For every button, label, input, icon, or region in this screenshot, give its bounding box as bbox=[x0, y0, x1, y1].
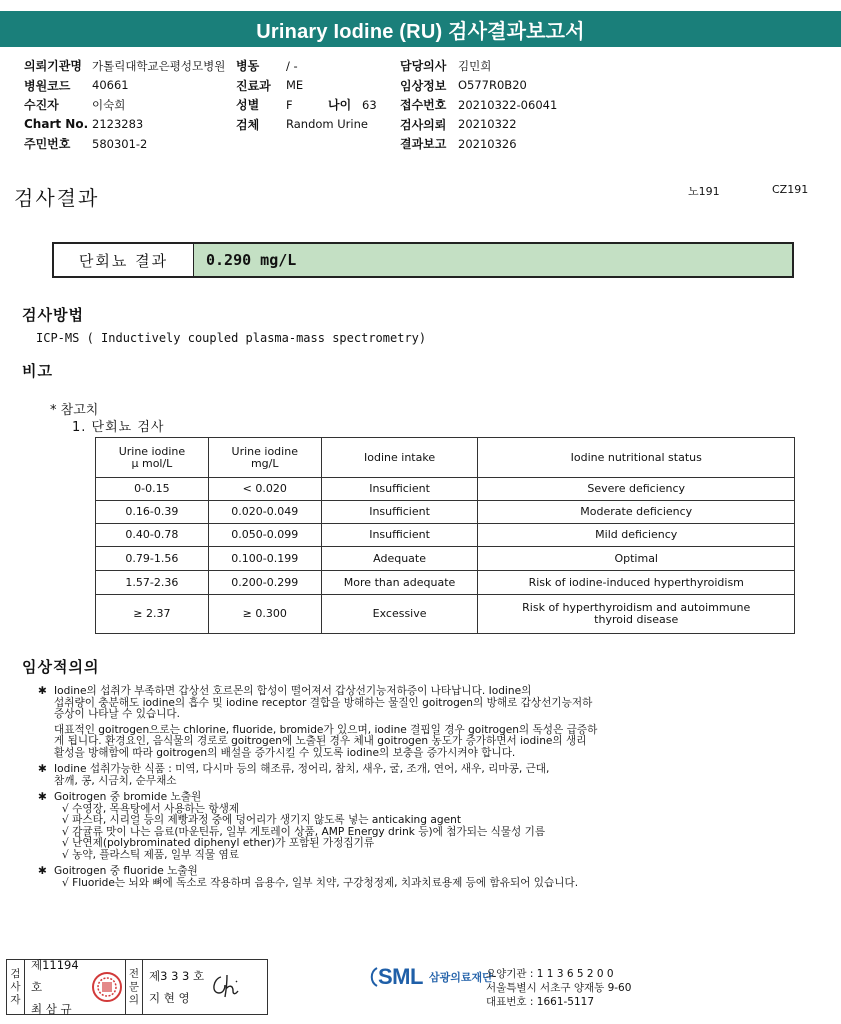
info-label: 병원코드 bbox=[24, 78, 71, 93]
table-cell: Excessive bbox=[321, 595, 478, 634]
info-row bbox=[236, 76, 377, 96]
info-label: 병동 bbox=[236, 59, 260, 74]
table-row bbox=[96, 478, 795, 501]
org-line: 요양기관 : 1 1 3 6 5 2 0 0 bbox=[486, 968, 614, 980]
info-col-1 bbox=[24, 56, 225, 154]
vertical-char: 문 bbox=[128, 980, 140, 993]
info-label: 검사의뢰 bbox=[400, 117, 447, 132]
vertical-char: 의 bbox=[128, 993, 140, 1006]
check-item: √ Fluoride는 뇌와 뼈에 독소로 작용하며 음용수, 일부 치약, 구강청정제, 치과치료용제 등에 함유되어 있습니다. bbox=[62, 876, 579, 889]
bullet-icon: ✱ bbox=[38, 791, 47, 803]
reference-table bbox=[95, 437, 795, 634]
info-label: 임상정보 bbox=[400, 78, 447, 93]
table-header: Iodine intake bbox=[321, 438, 478, 478]
table-cell: ≥ 0.300 bbox=[208, 595, 321, 634]
vertical-char: 전 bbox=[128, 967, 140, 980]
info-row bbox=[24, 95, 225, 115]
vertical-char: 검 bbox=[10, 967, 21, 980]
clinical-line: Goitrogen 중 bromide 노출원 bbox=[54, 791, 202, 803]
info-row bbox=[24, 115, 225, 135]
examiner-name: 최 삼 규 bbox=[31, 1002, 72, 1016]
vertical-char: 자 bbox=[10, 993, 21, 1006]
check-item: √ 파스타, 시리얼 등의 제빵과정 중에 덩어리가 생기지 않도록 넣는 anticaking agent bbox=[62, 814, 461, 826]
table-cell: More than adequate bbox=[321, 571, 478, 595]
check-item: √ 감귤류 맛이 나는 음료(마운틴듀, 일부 게토레이 상품, AMP Energy drink 등)에 첨가되는 식물성 기름 bbox=[62, 825, 546, 838]
table-cell: Insufficient bbox=[321, 478, 478, 501]
examiner-license: 제11194호 bbox=[31, 958, 79, 994]
clinical-line: 게 됩니다. 환경요인, 음식물의 경로로 goitrogen에 노출된 경우 체내 goitrogen 농도가 증가하면서 iodine의 생리 bbox=[54, 735, 587, 747]
vertical-char: 사 bbox=[10, 980, 21, 993]
org-line: 대표번호 : 1661-5117 bbox=[486, 996, 595, 1008]
table-cell: Optimal bbox=[478, 547, 795, 571]
table-cell: < 0.020 bbox=[208, 478, 321, 501]
signature-icon bbox=[205, 960, 245, 1014]
table-row bbox=[96, 501, 795, 524]
org-line: 서울특별시 서초구 양재동 9-60 bbox=[486, 982, 632, 994]
info-label: 담당의사 bbox=[400, 59, 447, 74]
table-header-row bbox=[96, 438, 795, 478]
result-value: 0.290 mg/L bbox=[194, 244, 792, 276]
info-label: 성별 bbox=[236, 98, 260, 113]
table-cell: Insufficient bbox=[321, 524, 478, 547]
clinical-block bbox=[24, 792, 824, 861]
info-row bbox=[236, 95, 377, 115]
info-row bbox=[400, 76, 557, 96]
table-row bbox=[96, 595, 795, 634]
org-name: 삼광의료재단 bbox=[428, 971, 493, 984]
clinical-line: 증상이 나타날 수 있습니다. bbox=[54, 708, 181, 720]
reference-subtitle: 1. 단회뇨 검사 bbox=[72, 420, 165, 435]
info-col-3 bbox=[400, 56, 557, 154]
table-row bbox=[96, 547, 795, 571]
clinical-line: Goitrogen 중 fluoride 노출원 bbox=[54, 865, 198, 877]
info-value: 20210322 bbox=[458, 117, 517, 132]
info-value: 20210322-06041 bbox=[458, 97, 558, 112]
sml-logo-text: SML bbox=[378, 964, 423, 989]
table-cell: 0.79-1.56 bbox=[96, 547, 209, 571]
info-value: 가톨릭대학교은평성모병원 bbox=[92, 58, 226, 73]
report-title-bar bbox=[0, 11, 841, 47]
bullet-icon: ✱ bbox=[38, 763, 47, 775]
result-code-a: 노191 bbox=[688, 185, 720, 198]
table-cell: Moderate deficiency bbox=[478, 501, 795, 524]
check-item: √ 난연제(polybrominated diphenyl ether)가 포함된 가정집기류 bbox=[62, 837, 375, 849]
info-label: 검체 bbox=[236, 117, 260, 132]
table-header: Urine iodine μ mol/L bbox=[96, 438, 209, 478]
table-cell: 1.57-2.36 bbox=[96, 571, 209, 595]
clinical-text bbox=[54, 792, 824, 861]
table-cell: Severe deficiency bbox=[478, 478, 795, 501]
result-box bbox=[52, 242, 794, 278]
clinical-text bbox=[54, 764, 824, 787]
info-value: 20210326 bbox=[458, 136, 517, 151]
info-row bbox=[400, 56, 557, 76]
clinical-block bbox=[24, 764, 824, 787]
results-heading: 검사결과 bbox=[14, 186, 100, 210]
info-label: 진료과 bbox=[236, 78, 271, 93]
info-label: Chart No. bbox=[24, 117, 89, 132]
info-row bbox=[400, 95, 557, 115]
clinical-text bbox=[54, 686, 824, 759]
signature-box bbox=[6, 959, 268, 1015]
info-label: 나이 bbox=[328, 98, 352, 113]
table-cell: 0.020-0.049 bbox=[208, 501, 321, 524]
clinical-block bbox=[24, 686, 824, 759]
info-row bbox=[236, 115, 377, 135]
clinical-line: Iodine의 섭취가 부족하면 갑상선 호르몬의 합성이 떨어져서 갑상선기능저하증이 나타납니다. Iodine의 bbox=[54, 685, 532, 697]
table-cell: 0.100-0.199 bbox=[208, 547, 321, 571]
info-row bbox=[400, 134, 557, 154]
table-cell: 0.40-0.78 bbox=[96, 524, 209, 547]
info-label: 결과보고 bbox=[400, 137, 447, 152]
info-value: 40661 bbox=[92, 78, 129, 93]
table-cell: Insufficient bbox=[321, 501, 478, 524]
clinical-section bbox=[24, 686, 824, 894]
info-value: 2123283 bbox=[92, 117, 144, 132]
table-header: Urine iodine mg/L bbox=[208, 438, 321, 478]
examiner-vertical-label bbox=[7, 960, 25, 1014]
info-value: ME bbox=[286, 78, 304, 93]
method-text: ICP-MS ( Inductively coupled plasma-mass spectrometry) bbox=[36, 331, 427, 345]
check-item: √ 농약, 플라스틱 제품, 일부 직물 염료 bbox=[62, 848, 239, 861]
examiner-info bbox=[25, 960, 89, 1014]
info-value: Random Urine bbox=[286, 117, 368, 132]
clinical-heading: 임상적의의 bbox=[22, 658, 100, 676]
reference-note: * 참고치 bbox=[50, 403, 99, 418]
clinical-line: 대표적인 goitrogen으로는 chlorine, fluoride, bromide가 있으며, iodine 결핍일 경우 goitrogen의 독성은 급증하 bbox=[54, 723, 598, 736]
table-cell: 0-0.15 bbox=[96, 478, 209, 501]
info-row bbox=[24, 56, 225, 76]
info-value: F bbox=[286, 97, 293, 112]
report-title: Urinary Iodine (RU) 검사결과보고서 bbox=[256, 20, 585, 43]
specialist-info bbox=[143, 960, 205, 1014]
info-value: / - bbox=[286, 58, 298, 73]
table-cell: 0.16-0.39 bbox=[96, 501, 209, 524]
result-label: 단회뇨 결과 bbox=[54, 244, 194, 276]
info-value: 이숙희 bbox=[92, 97, 126, 112]
clinical-block bbox=[24, 866, 824, 889]
clinical-line: Iodine 섭취가능한 식품 : 미역, 다시마 등의 해조류, 정어리, 참치, 새우, 굴, 조개, 연어, 새우, 리마콩, 근대, bbox=[54, 763, 550, 775]
table-cell: Risk of hyperthyroidism and autoimmune thyroid disease bbox=[478, 595, 795, 634]
info-row bbox=[400, 115, 557, 135]
table-cell: ≥ 2.37 bbox=[96, 595, 209, 634]
sml-arc-icon bbox=[368, 966, 378, 988]
info-label: 수진자 bbox=[24, 98, 59, 113]
table-row bbox=[96, 524, 795, 547]
table-row bbox=[96, 571, 795, 595]
method-heading: 검사방법 bbox=[22, 306, 84, 324]
bullet-icon: ✱ bbox=[38, 685, 47, 697]
info-value: 63 bbox=[362, 97, 377, 112]
check-item: √ 수영장, 목욕탕에서 사용하는 항생제 bbox=[62, 802, 240, 815]
table-cell: Adequate bbox=[321, 547, 478, 571]
bullet-icon: ✱ bbox=[38, 865, 47, 877]
info-row bbox=[24, 134, 225, 154]
specialist-vertical-label bbox=[125, 960, 143, 1014]
info-value: O577R0B20 bbox=[458, 78, 527, 93]
remarks-heading: 비고 bbox=[22, 362, 53, 380]
sml-logo bbox=[368, 964, 493, 990]
info-row bbox=[236, 56, 377, 76]
info-label: 주민번호 bbox=[24, 137, 71, 152]
clinical-text bbox=[54, 866, 824, 889]
info-row bbox=[24, 76, 225, 96]
result-code-b: CZ191 bbox=[772, 183, 809, 196]
table-cell: Risk of iodine-induced hyperthyroidism bbox=[478, 571, 795, 595]
info-label: 의뢰기관명 bbox=[24, 59, 82, 74]
org-info bbox=[486, 967, 631, 1009]
clinical-line: 활성을 방해함에 따라 goitrogen의 배설을 증가시킬 수 있도록 iodine의 보충을 증가시켜야 합니다. bbox=[54, 746, 516, 759]
table-cell: 0.050-0.099 bbox=[208, 524, 321, 547]
table-cell: Mild deficiency bbox=[478, 524, 795, 547]
info-value: 580301-2 bbox=[92, 136, 148, 151]
table-header: Iodine nutritional status bbox=[478, 438, 795, 478]
table-cell: 0.200-0.299 bbox=[208, 571, 321, 595]
info-label: 접수번호 bbox=[400, 98, 447, 113]
seal-stamp-icon bbox=[89, 960, 125, 1014]
clinical-line: 섭취량이 충분해도 iodine의 흡수 및 iodine receptor 결합을 방해하는 물질인 goitrogen의 방해로 갑상선기능저하 bbox=[54, 696, 593, 709]
specialist-name: 지 현 영 bbox=[149, 991, 190, 1005]
clinical-line: 참깨, 콩, 시금치, 순무채소 bbox=[54, 774, 177, 787]
info-value: 김민희 bbox=[458, 58, 492, 73]
specialist-license: 제3 3 3 호 bbox=[149, 969, 205, 983]
info-col-2 bbox=[236, 56, 377, 134]
